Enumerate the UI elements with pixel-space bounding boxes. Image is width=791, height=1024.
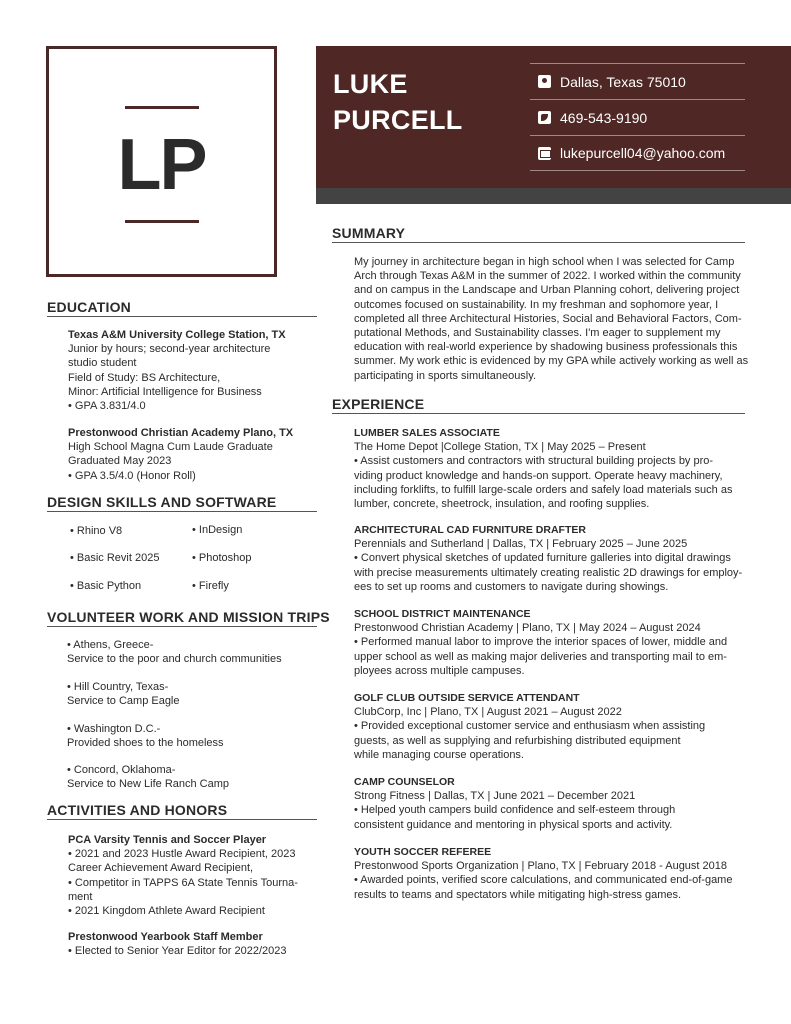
job-role: GOLF CLUB OUTSIDE SERVICE ATTENDANT — [354, 692, 580, 704]
volunteer-rule — [47, 626, 317, 627]
education-line: studio student — [68, 357, 137, 370]
education-line: Field of Study: BS Architecture, — [68, 371, 221, 384]
job-role: SCHOOL DISTRICT MAINTENANCE — [354, 608, 531, 620]
job-line: upper school as well as making major deliveries and transporting mail to em- — [354, 650, 727, 663]
job-entry — [354, 426, 732, 511]
skill-item: • InDesign — [192, 524, 243, 536]
activity-line: ment — [68, 890, 93, 903]
job-line: • Awarded points, verified score calculations, and communicated end-of-game — [354, 874, 733, 887]
summary-line: education with real-world experience by shadowing business professionals this — [354, 341, 738, 354]
activity-line: Career Achievement Award Recipient, — [68, 862, 254, 875]
phone-icon — [538, 111, 551, 124]
job-entry — [354, 845, 732, 902]
job-role: YOUTH SOCCER REFEREE — [354, 846, 492, 858]
skills-rule — [47, 511, 317, 512]
experience-heading: EXPERIENCE — [332, 396, 425, 412]
summary-line: and on campus in the Landscape and Urban Planning cohort, delivering project — [354, 284, 740, 297]
job-meta: Strong Fitness | Dallas, TX | June 2021 – December 2021 — [354, 790, 636, 803]
job-line: ployees across multiple campuses. — [354, 664, 525, 677]
summary-line: Arch through Texas A&M in the summer of 2022. I worked within the community — [354, 270, 741, 283]
summary-line: putational Methods, and Sustainability classes. I'm eager to supplement my — [354, 327, 721, 340]
education-heading: EDUCATION — [47, 299, 131, 315]
job-line: consistent guidance and mentoring in physical sports and activity. — [354, 818, 673, 831]
monogram-top-rule — [125, 106, 199, 109]
volunteer-description: Service to the poor and church communities — [67, 653, 282, 666]
activity-heading: PCA Varsity Tennis and Soccer Player — [68, 834, 267, 846]
job-line: guests, as well as supplying and refurbishing distributed equipment — [354, 734, 681, 747]
volunteer-place: • Concord, Oklahoma- — [67, 764, 176, 776]
job-line: • Helped youth campers build confidence and self-esteem through — [354, 804, 676, 817]
job-meta: The Home Depot |College Station, TX | May 2025 – Present — [354, 441, 646, 454]
school-name: Prestonwood Christian Academy Plano, TX — [68, 427, 294, 439]
education-entry — [68, 328, 286, 413]
header-banner — [316, 46, 791, 188]
skills-heading: DESIGN SKILLS AND SOFTWARE — [47, 494, 277, 510]
activity-line: • 2021 Kingdom Athlete Award Recipient — [68, 905, 265, 918]
education-line: Junior by hours; second-year architecture — [68, 343, 271, 356]
job-meta: ClubCorp, Inc | Plano, TX | August 2021 – August 2022 — [354, 706, 622, 719]
job-line: with precise measurements ultimately creating realistic 2D drawings for employ- — [354, 566, 743, 579]
email-text: lukepurcell04@yahoo.com — [560, 145, 726, 161]
job-entry — [354, 523, 742, 594]
contact-location — [530, 63, 745, 99]
header-accent-strip — [316, 188, 791, 204]
education-rule — [47, 316, 317, 317]
location-pin-icon — [538, 75, 551, 88]
summary-line: completed all three Architectural Histories, Social and Behavioral Factors, Com- — [354, 312, 742, 325]
volunteer-heading: VOLUNTEER WORK AND MISSION TRIPS — [47, 609, 330, 625]
volunteer-entry — [67, 680, 180, 708]
volunteer-description: Provided shoes to the homeless — [67, 737, 224, 750]
last-name: PURCELL — [333, 105, 463, 135]
education-line: Minor: Artificial Intelligence for Business — [68, 385, 262, 398]
summary-line: summer. My work ethic is evidenced by my GPA while actively working as well as — [354, 355, 749, 368]
job-entry — [354, 691, 705, 762]
location-text: Dallas, Texas 75010 — [560, 73, 686, 90]
summary-text — [354, 255, 748, 383]
activity-line: • Competitor in TAPPS 6A State Tennis Tourna- — [68, 876, 298, 889]
volunteer-place: • Athens, Greece- — [67, 639, 154, 651]
job-role: ARCHITECTURAL CAD FURNITURE DRAFTER — [354, 524, 586, 536]
summary-heading: SUMMARY — [332, 225, 406, 241]
candidate-name — [333, 66, 463, 138]
school-name: Texas A&M University College Station, TX — [68, 329, 286, 341]
phone-text: 469-543-9190 — [560, 109, 648, 126]
first-name: LUKE — [333, 69, 408, 99]
job-line: results to teams and spectators while mitigating high-stress games. — [354, 888, 682, 901]
summary-line: outcomes focused on sustainability. In my freshman and sophomore year, I — [354, 298, 719, 311]
activity-line: • 2021 and 2023 Hustle Award Recipient, 2023 — [68, 848, 296, 861]
summary-line: participating in sports simultaneously. — [354, 369, 536, 382]
job-line: lumber, concrete, sheetrock, insulation, and roofing supplies. — [354, 498, 650, 511]
contact-phone — [530, 99, 745, 135]
job-line: ees to set up rooms and customers to navigate during showings. — [354, 580, 669, 593]
activities-heading: ACTIVITIES AND HONORS — [47, 802, 228, 818]
job-line: while managing course operations. — [354, 748, 524, 761]
job-line: viding product knowledge and hands-on support. Operate heavy machinery, — [354, 469, 723, 482]
education-line: High School Magna Cum Laude Graduate — [68, 441, 273, 454]
monogram-initials: LP — [117, 125, 206, 205]
summary-rule — [332, 242, 745, 243]
volunteer-place: • Washington D.C.- — [67, 723, 161, 735]
education-entry — [68, 426, 293, 483]
job-meta: Prestonwood Sports Organization | Plano, TX | February 2018 - August 2018 — [354, 860, 728, 873]
skill-item: • Rhino V8 — [70, 525, 123, 537]
job-meta: Prestonwood Christian Academy | Plano, TX | May 2024 – August 2024 — [354, 622, 701, 635]
activity-entry — [68, 930, 287, 958]
activities-rule — [47, 819, 317, 820]
experience-rule — [332, 413, 745, 414]
skill-item: • Photoshop — [192, 552, 252, 564]
monogram-bottom-rule — [125, 220, 199, 223]
job-line: • Assist customers and contractors with structural building projects by pro- — [354, 455, 714, 468]
skill-item: • Basic Revit 2025 — [70, 552, 160, 564]
volunteer-entry — [67, 763, 229, 791]
volunteer-entry — [67, 722, 224, 750]
activity-line: • Elected to Senior Year Editor for 2022/2023 — [68, 945, 287, 958]
job-role: LUMBER SALES ASSOCIATE — [354, 427, 500, 439]
contact-email — [530, 135, 745, 171]
job-entry — [354, 607, 727, 678]
volunteer-entry — [67, 638, 282, 666]
education-line: • GPA 3.831/4.0 — [68, 400, 146, 413]
volunteer-description: Service to Camp Eagle — [67, 695, 180, 708]
job-entry — [354, 775, 675, 832]
monogram-box — [46, 46, 277, 277]
education-line: • GPA 3.5/4.0 (Honor Roll) — [68, 469, 196, 482]
job-role: CAMP COUNSELOR — [354, 776, 455, 788]
job-meta: Perennials and Sutherland | Dallas, TX | February 2025 – June 2025 — [354, 538, 688, 551]
job-line: including forklifts, to fulfill large-scale orders and safely load materials such as — [354, 483, 733, 496]
skill-item: • Firefly — [192, 580, 229, 592]
activity-entry — [68, 833, 298, 918]
volunteer-description: Service to New Life Ranch Camp — [67, 778, 230, 791]
activity-heading: Prestonwood Yearbook Staff Member — [68, 931, 263, 943]
education-line: Graduated May 2023 — [68, 455, 172, 468]
job-line: • Performed manual labor to improve the interior spaces of lower, middle and — [354, 636, 728, 649]
volunteer-place: • Hill Country, Texas- — [67, 681, 169, 693]
skill-item: • Basic Python — [70, 580, 142, 592]
summary-line: My journey in architecture began in high school when I was selected for Camp — [354, 256, 735, 268]
mail-icon — [538, 147, 551, 160]
job-line: • Convert physical sketches of updated furniture galleries into digital drawings — [354, 552, 731, 565]
job-line: • Provided exceptional customer service and enthusiasm when assisting — [354, 720, 706, 733]
